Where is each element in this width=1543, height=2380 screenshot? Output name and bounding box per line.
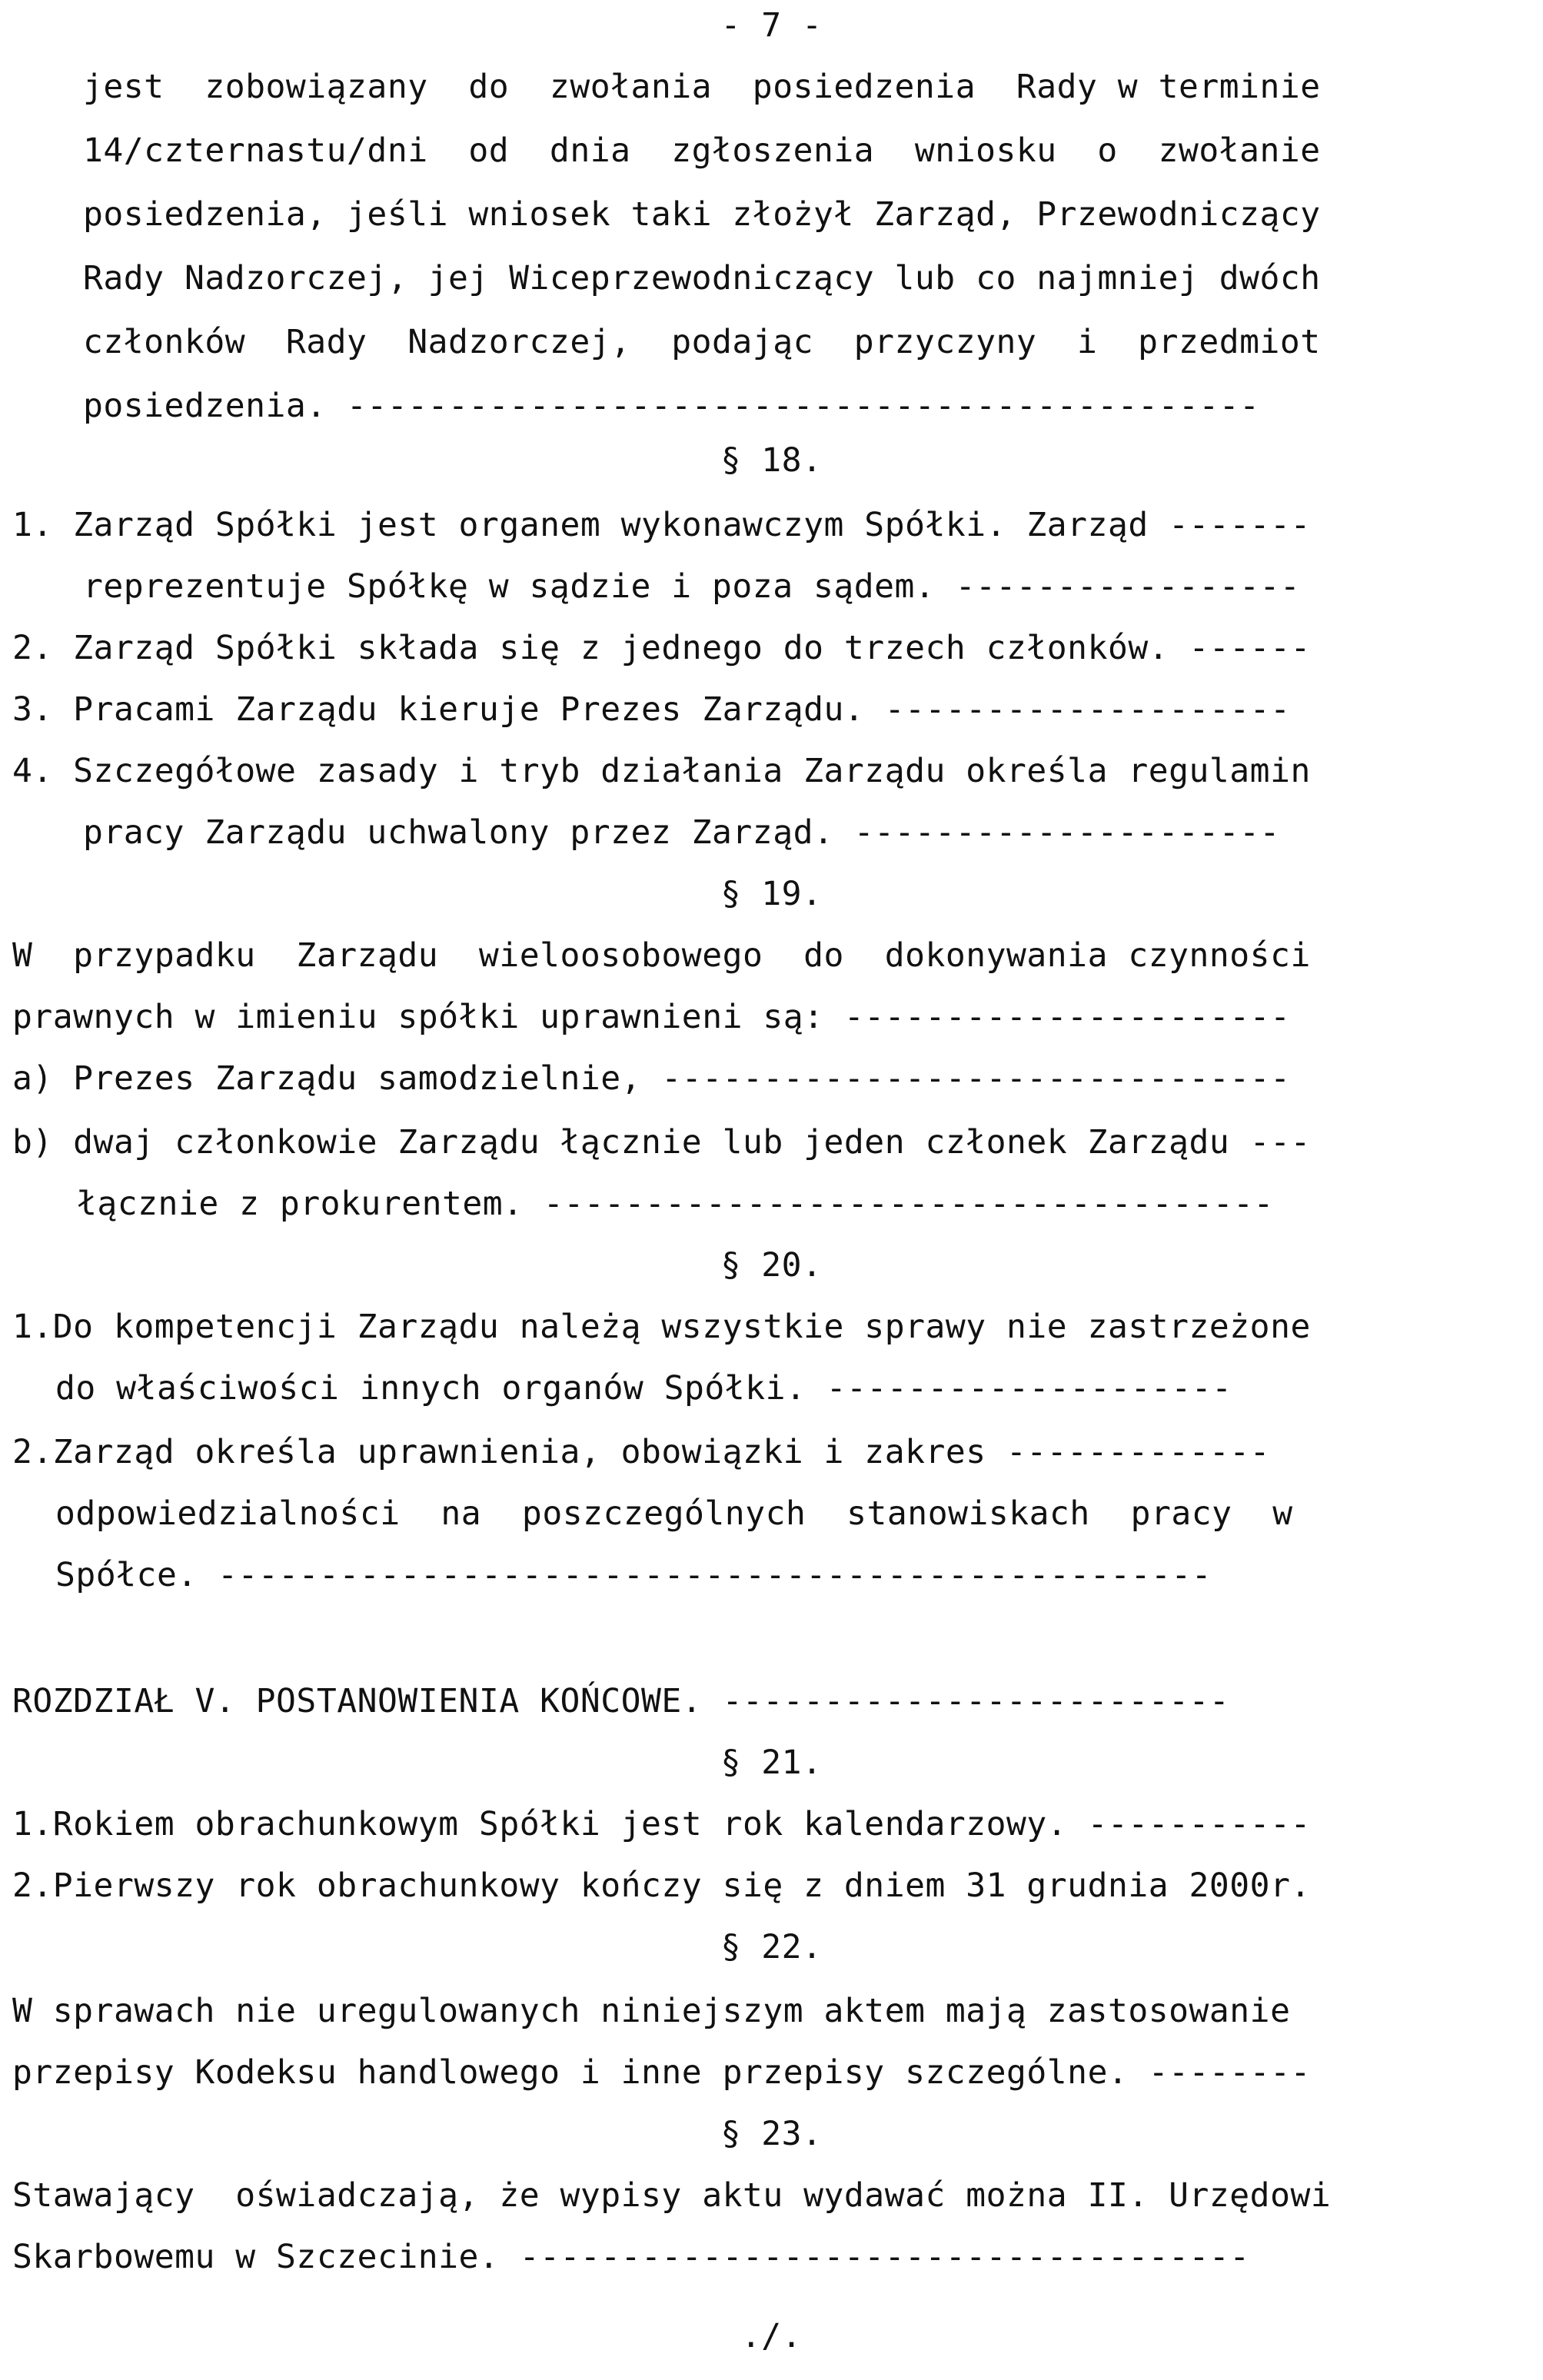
section-19-line-1: W przypadku Zarządu wieloosobowego do dokonywania czynności [12,936,1311,975]
end-mark: ./. [740,2317,803,2355]
section-18-line-2: reprezentuje Spółkę w sądzie i poza sądem. ----------------- [83,567,1301,606]
section-20-heading: § 20. [720,1246,823,1285]
section-20-line-2: do właściwości innych organów Spółki. -------------------- [55,1369,1232,1408]
intro-line-6: posiedzenia. --------------------------------------------- [83,387,1260,425]
intro-line-4: Rady Nadzorczej, jej Wiceprzewodniczący lub co najmniej dwóch [83,259,1321,298]
section-20-line-1: 1.Do kompetencji Zarządu należą wszystkie sprawy nie zastrzeżone [12,1308,1311,1346]
section-18-line-1: 1. Zarząd Spółki jest organem wykonawczym Spółki. Zarząd ------- [12,506,1311,544]
section-22-line-1: W sprawach nie uregulowanych niniejszym aktem mają zastosowanie [12,1992,1291,2030]
section-20-line-5: Spółce. ------------------------------------------------- [55,1556,1212,1594]
chapter-v-heading: ROZDZIAŁ V. POSTANOWIENIA KOŃCOWE. ------------------------- [12,1682,1230,1720]
intro-line-2: 14/czternastu/dni od dnia zgłoszenia wniosku o zwołanie [83,131,1321,170]
section-18-line-6: pracy Zarządu uchwalony przez Zarząd. --------------------- [83,813,1280,852]
section-18-line-5: 4. Szczegółowe zasady i tryb działania Zarządu określa regulamin [12,752,1311,790]
section-20-line-3: 2.Zarząd określa uprawnienia, obowiązki i zakres ------------- [12,1433,1271,1471]
section-23-line-2: Skarbowemu w Szczecinie. ------------------------------------ [12,2238,1250,2276]
section-19-line-4: b) dwaj członkowie Zarządu łącznie lub jeden członek Zarządu --- [12,1123,1311,1162]
intro-line-5: członków Rady Nadzorczej, podając przyczyny i przedmiot [83,323,1321,361]
section-19-line-5: łącznie z prokurentem. ------------------------------------ [77,1185,1274,1223]
page-number: - 7 - [720,6,823,45]
section-22-heading: § 22. [720,1928,823,1966]
section-18-line-3: 2. Zarząd Spółki składa się z jednego do trzech członków. ------ [12,629,1311,667]
section-19-line-2: prawnych w imieniu spółki uprawnieni są: ---------------------- [12,998,1291,1036]
section-19-heading: § 19. [720,875,823,913]
section-18-heading: § 18. [720,441,823,480]
section-22-line-2: przepisy Kodeksu handlowego i inne przepisy szczególne. -------- [12,2053,1311,2092]
section-20-line-4: odpowiedzialności na poszczególnych stanowiskach pracy w [55,1494,1293,1533]
section-21-line-2: 2.Pierwszy rok obrachunkowy kończy się z dniem 31 grudnia 2000r. [12,1866,1311,1905]
section-21-heading: § 21. [720,1743,823,1782]
section-23-heading: § 23. [720,2115,823,2153]
section-19-line-3: a) Prezes Zarządu samodzielnie, ------------------------------- [12,1059,1291,1098]
section-23-line-1: Stawający oświadczają, że wypisy aktu wydawać można II. Urzędowi [12,2176,1332,2215]
intro-line-1: jest zobowiązany do zwołania posiedzenia Rady w terminie [83,68,1321,106]
section-21-line-1: 1.Rokiem obrachunkowym Spółki jest rok kalendarzowy. ----------- [12,1805,1311,1843]
intro-line-3: posiedzenia, jeśli wniosek taki złożył Zarząd, Przewodniczący [83,195,1321,234]
section-18-line-4: 3. Pracami Zarządu kieruje Prezes Zarządu. -------------------- [12,690,1291,729]
